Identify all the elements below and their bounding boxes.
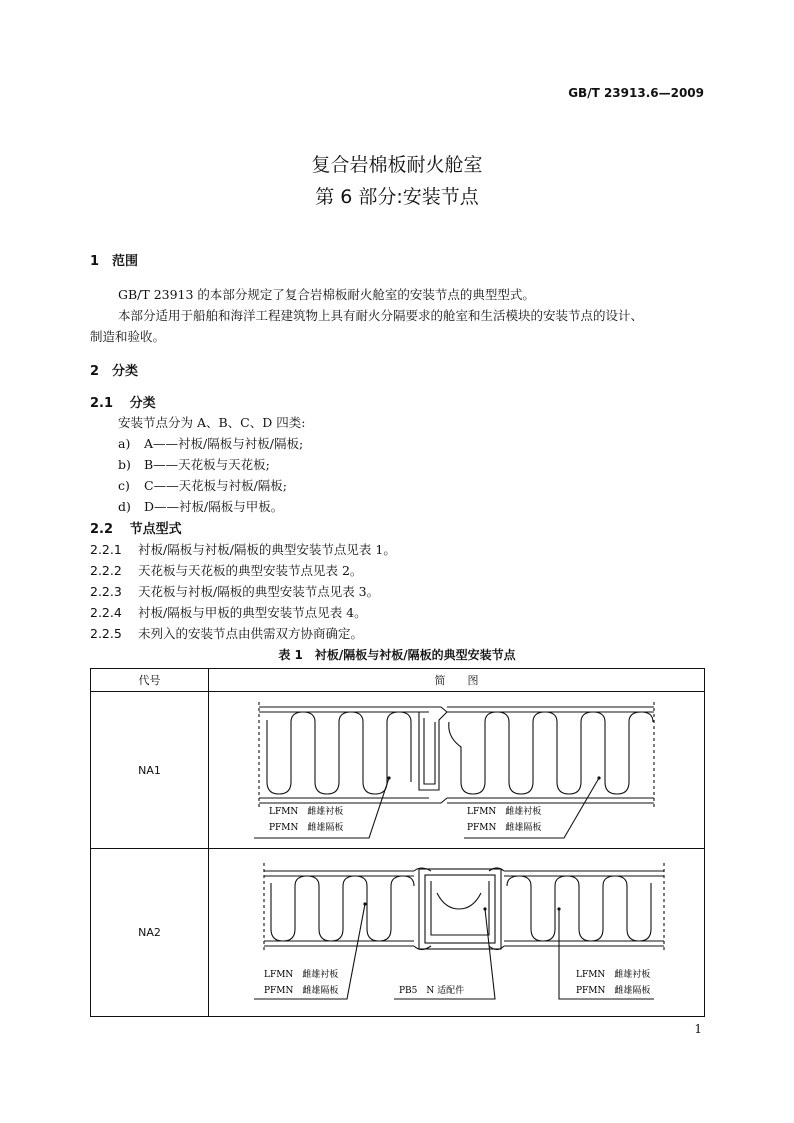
page-number: 1 (694, 1022, 702, 1036)
clause-number: 2.2.5 (90, 626, 122, 641)
label-lfmn: LFMN 雌雄衬板 (467, 807, 542, 817)
list-item-text: C——天花板与衬板/隔板; (144, 478, 287, 493)
list-item (118, 497, 283, 515)
clause-number: 2.2.1 (90, 542, 122, 557)
list-item-mark: d) (118, 499, 131, 514)
na2-diagram (209, 849, 704, 1016)
row-code: NA2 (91, 849, 209, 1017)
list-item-mark: b) (118, 457, 131, 472)
na1-diagram (209, 692, 704, 848)
classification-intro: 安装节点分为 A、B、C、D 四类: (118, 415, 306, 430)
clause-number: 2.2.3 (90, 584, 122, 599)
list-item-text: D——衬板/隔板与甲板。 (144, 499, 284, 514)
section-2-heading: 2 分类 (90, 364, 139, 379)
clause-line (90, 540, 396, 558)
clause-text: 天花板与天花板的典型安装节点见表 2。 (138, 563, 363, 578)
label-lfmn: LFMN 雌雄衬板 (269, 807, 344, 817)
clause-text: 天花板与衬板/隔板的典型安装节点见表 3。 (138, 584, 380, 599)
clause-text: 衬板/隔板与甲板的典型安装节点见表 4。 (138, 605, 367, 620)
label-pb5-adapter: PB5 N 适配件 (399, 986, 465, 996)
clause-2-2-number: 2.2 (90, 522, 114, 537)
list-item-mark: c) (118, 478, 130, 493)
standard-number: GB/T 23913.6—2009 (568, 86, 704, 100)
table-1 (90, 668, 705, 1017)
clause-text: 未列入的安装节点由供需双方协商确定。 (138, 626, 364, 641)
col-header-figure: 简 图 (209, 669, 705, 692)
label-lfmn: LFMN 雌雄衬板 (264, 970, 339, 980)
list-item-mark: a) (118, 436, 131, 451)
clause-2-1-title: 分类 (129, 396, 156, 411)
section-1-paragraph-1: GB/T 23913 的本部分规定了复合岩棉板耐火舱室的安装节点的典型型式。 (118, 287, 535, 302)
table-row (91, 692, 705, 849)
clause-2-2-heading (90, 518, 182, 537)
document-title: 复合岩棉板耐火舱室 (311, 154, 483, 176)
clause-number: 2.2.2 (90, 563, 122, 578)
section-1-paragraph-2: 本部分适用于船舶和海洋工程建筑物上具有耐火分隔要求的舱室和生活模块的安装节点的设计、 (118, 308, 644, 323)
clause-2-2-title: 节点型式 (129, 522, 182, 537)
clause-2-1-number: 2.1 (90, 396, 114, 411)
list-item (118, 476, 287, 494)
clause-line (90, 561, 362, 579)
clause-2-1-heading (90, 392, 156, 411)
list-item-text: A——衬板/隔板与衬板/隔板; (144, 436, 304, 451)
table-1-caption: 表 1 衬板/隔板与衬板/隔板的典型安装节点 (278, 648, 516, 662)
label-pfmn: PFMN 雌雄隔板 (576, 986, 651, 996)
col-header-code: 代号 (91, 669, 209, 692)
clause-line (90, 603, 367, 621)
clause-text: 衬板/隔板与衬板/隔板的典型安装节点见表 1。 (138, 542, 396, 557)
clause-line (90, 582, 379, 600)
list-item (118, 434, 303, 452)
document-subtitle: 第 6 部分:安装节点 (315, 186, 479, 208)
figure-cell (209, 692, 705, 849)
label-pfmn: PFMN 雌雄隔板 (467, 823, 542, 833)
row-code: NA1 (91, 692, 209, 849)
label-lfmn: LFMN 雌雄衬板 (576, 970, 651, 980)
figure-cell (209, 849, 705, 1017)
clause-number: 2.2.4 (90, 605, 122, 620)
label-pfmn: PFMN 雌雄隔板 (264, 986, 339, 996)
label-pfmn: PFMN 雌雄隔板 (269, 823, 344, 833)
clause-line (90, 624, 363, 642)
list-item (118, 455, 270, 473)
table-row (91, 849, 705, 1017)
list-item-text: B——天花板与天花板; (144, 457, 270, 472)
section-1-heading: 1 范围 (90, 254, 139, 269)
section-1-paragraph-2-cont: 制造和验收。 (90, 329, 166, 344)
